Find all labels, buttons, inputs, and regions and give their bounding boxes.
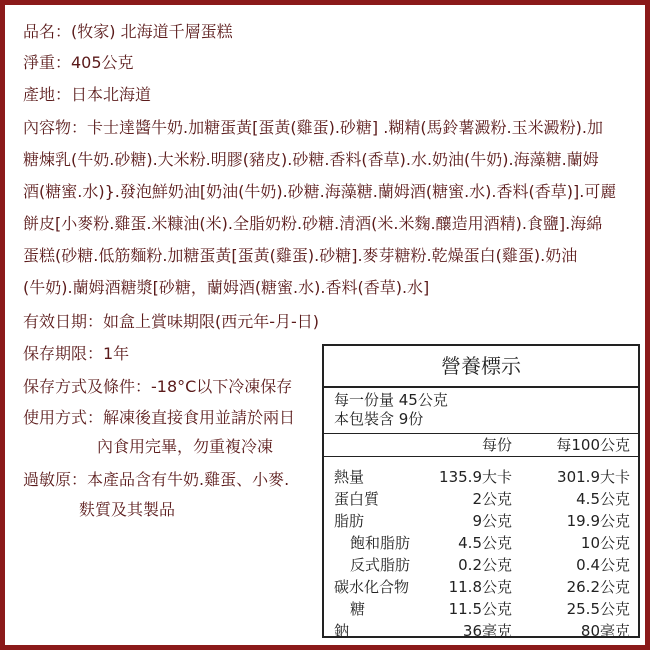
nutrient-per-serving: 135.9大卡 xyxy=(439,468,512,486)
nutrition-row-fat xyxy=(324,510,638,532)
nutrition-title: 營養標示 xyxy=(324,346,638,388)
nutrient-name: 糖 xyxy=(350,600,366,618)
nutrient-per-100g: 25.5公克 xyxy=(566,600,630,618)
nutrient-name: 飽和脂肪 xyxy=(350,534,411,552)
nutrition-row-carbohydrate xyxy=(324,576,638,598)
nutrition-row-sugar xyxy=(324,598,638,620)
ingredients-line-3: 酒(糖蜜.水)}.發泡鮮奶油[奶油(牛奶).砂糖.海藻糖.蘭姆酒(糖蜜.水).香料(香草)].可麗 xyxy=(23,182,617,201)
nutrition-row-protein xyxy=(324,488,638,510)
nutrition-row-sodium xyxy=(324,620,638,642)
nutrient-per-100g: 80毫克 xyxy=(580,622,630,640)
ingredients-line-6: (牛奶).蘭姆酒糖漿[砂糖，蘭姆酒(糖蜜.水).香料(香草).水] xyxy=(23,278,430,297)
nutrient-name: 熱量 xyxy=(334,468,365,486)
nutrient-per-serving: 11.5公克 xyxy=(448,600,512,618)
nutrient-per-serving: 0.2公克 xyxy=(458,556,512,574)
nutrient-per-100g: 26.2公克 xyxy=(566,578,630,596)
nutrition-row-saturated-fat xyxy=(324,532,638,554)
origin: 產地：日本北海道 xyxy=(23,85,152,104)
ingredients-line-4: 餅皮[小麥粉.雞蛋.米糠油(米).全脂奶粉.砂糖.清酒(米.米麴.釀造用酒精).食鹽].海綿 xyxy=(23,214,603,233)
nutrient-per-100g: 0.4公克 xyxy=(576,556,630,574)
allergen-line-1: 過敏原：本產品含有牛奶.雞蛋、小麥. xyxy=(23,470,290,489)
shelf-life: 保存期限：1年 xyxy=(23,344,130,363)
nutrient-per-serving: 2公克 xyxy=(472,490,512,508)
servings-per-package: 本包裝含 9份 xyxy=(334,410,424,428)
net-weight: 淨重：405公克 xyxy=(23,53,134,72)
nutrient-per-serving: 36毫克 xyxy=(462,622,512,640)
allergen-line-2: 麩質及其製品 xyxy=(79,500,176,519)
nutrition-header-row xyxy=(324,434,638,457)
storage-conditions: 保存方式及條件：-18°C以下冷凍保存 xyxy=(23,377,293,396)
nutrient-per-100g: 301.9大卡 xyxy=(557,468,630,486)
expiry-date: 有效日期：如盒上賞味期限(西元年-月-日) xyxy=(23,312,320,331)
nutrition-facts-table xyxy=(322,344,640,638)
nutrient-per-100g: 4.5公克 xyxy=(576,490,630,508)
col-per-100g: 每100公克 xyxy=(556,436,630,454)
ingredients-line-2: 糖煉乳(牛奶.砂糖).大米粉.明膠(豬皮).砂糖.香料(香草).水.奶油(牛奶).海藻糖.蘭姆 xyxy=(23,150,599,169)
nutrient-per-serving: 9公克 xyxy=(472,512,512,530)
nutrition-rows xyxy=(324,457,638,642)
header-spacer xyxy=(324,434,424,456)
nutrient-name: 碳水化合物 xyxy=(334,578,410,596)
serving-info xyxy=(324,388,638,434)
col-per-serving: 每份 xyxy=(481,436,512,454)
product-name: 品名：(牧家) 北海道千層蛋糕 xyxy=(23,22,233,41)
nutrient-name: 蛋白質 xyxy=(334,490,380,508)
usage-line-2: 內食用完畢，勿重複冷凍 xyxy=(97,437,274,456)
ingredients-line-5: 蛋糕(砂糖.低筋麵粉.加糖蛋黃[蛋黃(雞蛋).砂糖].麥芽糖粉.乾燥蛋白(雞蛋).奶油 xyxy=(23,246,578,265)
serving-size: 每一份量 45公克 xyxy=(334,391,448,409)
nutrient-per-100g: 10公克 xyxy=(580,534,630,552)
nutrient-per-serving: 4.5公克 xyxy=(458,534,512,552)
nutrition-row-energy xyxy=(324,466,638,488)
usage-line-1: 使用方式：解凍後直接食用並請於兩日 xyxy=(23,408,296,427)
nutrient-per-serving: 11.8公克 xyxy=(448,578,512,596)
nutrient-name: 鈉 xyxy=(334,622,350,640)
nutrient-name: 反式脂肪 xyxy=(350,556,411,574)
nutrient-name: 脂肪 xyxy=(334,512,365,530)
nutrition-row-trans-fat xyxy=(324,554,638,576)
nutrient-per-100g: 19.9公克 xyxy=(566,512,630,530)
ingredients-line-1: 內容物：卡士達醬牛奶.加糖蛋黃[蛋黃(雞蛋).砂糖] .糊精(馬鈴薯澱粉.玉米澱粉).加 xyxy=(23,118,603,137)
